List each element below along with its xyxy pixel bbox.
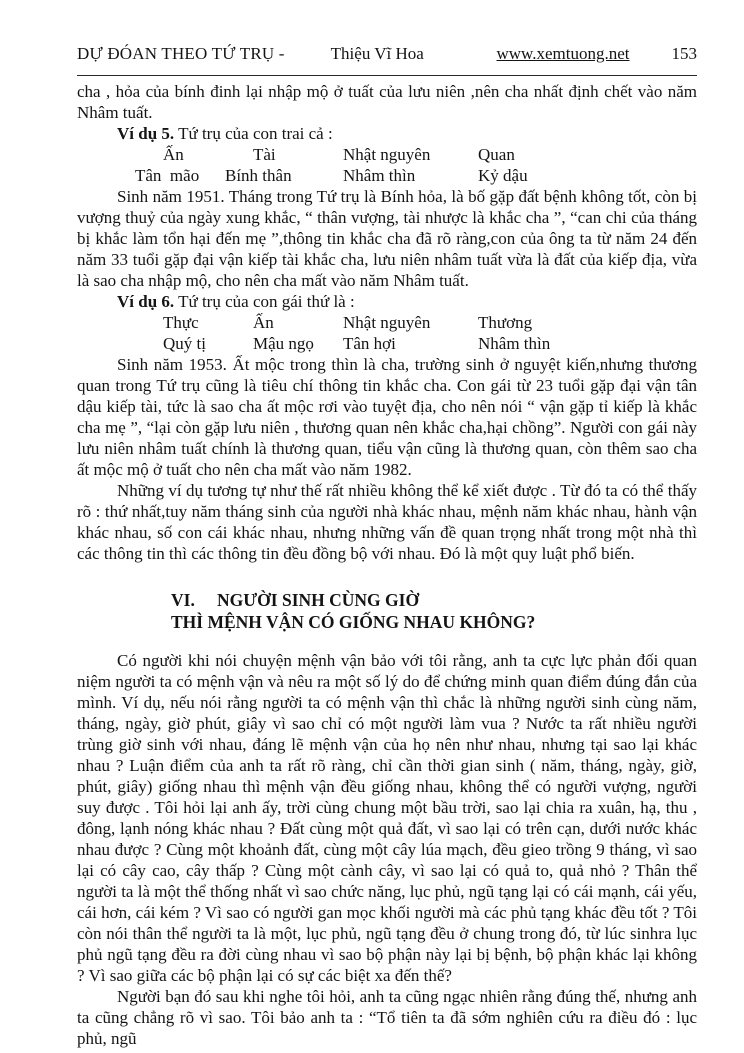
paragraph-question1: Có người khi nói chuyện mệnh vận bảo với tôi rằng, anh ta cực lực phản đối quan niệm người ta có mệnh vận và nêu ra một số lý do để chứng minh quan điểm đúng đắn của mình. Ví dụ, nếu nói rằng người ta có mệnh vận thì chắc là những người sinh cùng năm, tháng, ngày, giờ phút, giây vì sao chỉ có một người làm vua ? Nước ta rất nhiều người trùng giờ sinh với nhau, đáng lẽ mệnh vận của họ nên như nhau, nhưng tại sao lại khác nhau ? Luận điểm của anh ta rất rõ ràng, chỉ cần thời gian sinh ( năm, tháng, ngày, giờ, phút, giây) giống nhau thì mệnh vận đều giống nhau, không thể có người vượng, người suy được . Tôi hỏi lại anh ấy, trời cùng chung một bầu trời, sao lại chia ra xuân, hạ, thu , đông, lạnh nóng khác nhau ? Đất cùng một quả đất, vì sao lại có trên cạn, dưới nước khác nhau được ? Cùng một khoảnh đất, cùng một cây lúa mạch, đều gieo trồng 9 tháng, vì sao lại có cây cao, cây thấp ? Cùng một cành cây, vì sao lại có quả to, quả nhỏ ? Thân thể người ta là một thể thống nhất vì sao chức năng, lục phủ, ngũ tạng lại có cái mạnh, cái yếu, cái hơn, cái kém ? Vì sao có người gan mọc khối người mà các phủ tạng khác đều tốt ? Tôi còn nói thân thể người ta là một, lục phủ, ngũ tạng đều ở chung trong đó, từ lúc sinhra lục phủ ngũ tạng đều ra đời cùng nhau vì sao bộ phận này lại bị bệnh, bộ phận khác lại không ? Vì sao giữa các bộ phận lại có sự các biệt xa đến thế? [77, 651, 697, 985]
pillar-cell: Kỷ dậu [478, 166, 528, 185]
paragraph-summary: Những ví dụ tương tự như thế rất nhiều không thể kể xiết được . Từ đó ta có thể thấy rõ : thứ nhất,tuy năm tháng sinh của người nhà khác nhau, mệnh năm khác nhau, hành vận khác nhau, số con cái khác nhau, nhưng những vấn đề quan trọng nhất trong một nhà thì các thông tin thì các thông tin đều đồng bộ với nhau. Đó là một quy luật phổ biến. [77, 481, 697, 563]
pillar-cell: Mậu ngọ [253, 334, 314, 353]
pillar-cell: Bính thân [225, 166, 292, 185]
example6-pillar-table [163, 312, 697, 354]
pillar-cell: Nhâm thìn [478, 334, 551, 353]
pillar-cell: Nhật nguyên [343, 145, 431, 164]
pillar-cell: Nhâm thìn [343, 166, 416, 185]
website-url: www.xemtuong.net [496, 44, 630, 63]
example5-pillars-row [135, 165, 697, 186]
section-title-line2: THÌ MỆNH VẬN CÓ GIỐNG NHAU KHÔNG? [171, 612, 536, 632]
page-number: 153 [671, 44, 697, 63]
example6-lead [77, 291, 697, 312]
example5-intro: Tứ trụ của con trai cả : [174, 124, 333, 143]
page-body [77, 81, 697, 1049]
paragraph-question2: Người bạn đó sau khi nghe tôi hỏi, anh ta cũng ngạc nhiên rằng đúng thế, nhưng anh ta cũng chẳng rõ vì sao. Tôi bảo anh ta : “Tổ tiên ta đã sớm nghiên cứu ra điều đó : lục phủ, ngũ [77, 987, 697, 1048]
example5-pillar-table [135, 144, 697, 186]
pillar-cell: Thương [478, 313, 533, 332]
paragraph-example5: Sinh năm 1951. Tháng trong Tứ trụ là Bính hỏa, là bố gặp đất bệnh không tốt, còn bị vượng thuỷ của ngày xung khắc, “ thân vượng, tài nhược là khắc cha ”, “can chi của tháng bị khắc làm tổn hại đến mẹ ”,thông tin khắc cha đã rõ ràng,con của ông ta từ năm 24 đến năm 33 tuổi gặp đại vận kiếp tài khắc cha, lưu niên nhâm tuất vừa là đất của kiếp địa, vừa là sao cha nhập mộ, cho nên cha mất vào năm Nhâm tuất. [77, 187, 697, 290]
section-heading [171, 589, 697, 633]
book-author: Thiệu Vĩ Hoa [330, 44, 424, 63]
pillar-cell: Ấn [253, 313, 274, 332]
pillar-cell: Quý tị [163, 334, 206, 353]
paragraph-example6: Sinh năm 1953. Ất mộc trong thìn là cha, trường sinh ở nguyệt kiến,nhưng thương quan trong Tứ trụ cũng là tiêu chí thông tin khắc cha. Con gái từ 23 tuổi gặp đại vận tân dậu kiếp tài, tức là sao cha ất mộc rơi vào tuyệt địa, cho nên nói “ vận gặp tỉ kiếp là khắc cha mẹ ”, “lại còn gặp lưu niên , thương quan nên khắc cha,hại chồng”. Người con gái này lưu niên nhâm tuất chính là thương quan, tiểu vận cũng là thương quan, còn thêm sao cha ất mộc mộ ở tuất cho nên cha mất vào năm 1982. [77, 355, 697, 479]
section-number: VI. [171, 590, 195, 610]
header-rule [77, 75, 697, 76]
example5-label: Ví dụ 5. [117, 124, 175, 143]
paragraph-continuation: cha , hỏa của bính đinh lại nhập mộ ở tuất của lưu niên ,nên cha nhất định chết vào năm Nhâm tuất. [77, 82, 697, 122]
pillar-cell: Ấn [163, 145, 184, 164]
example6-intro: Tứ trụ của con gái thứ là : [174, 292, 355, 311]
pillar-cell: Tài [253, 145, 276, 164]
pillar-cell: Thực [163, 313, 199, 332]
book-title: DỰ ĐÓAN THEO TỨ TRỤ - [77, 44, 285, 63]
example5-lead [77, 123, 697, 144]
pillar-cell: Quan [478, 145, 515, 164]
pillar-cell: Tân hợi [343, 334, 396, 353]
section-title-line1: NGƯỜI SINH CÙNG GIỜ [217, 590, 420, 610]
page-header [77, 44, 697, 64]
example6-pillars-row [163, 333, 697, 354]
example6-gods-row [163, 312, 697, 333]
example6-label: Ví dụ 6. [117, 292, 175, 311]
pillar-cell: Nhật nguyên [343, 313, 431, 332]
section-heading-line1 [171, 589, 697, 611]
example5-gods-row [163, 144, 697, 165]
pillar-cell: Tân mão [135, 166, 200, 185]
